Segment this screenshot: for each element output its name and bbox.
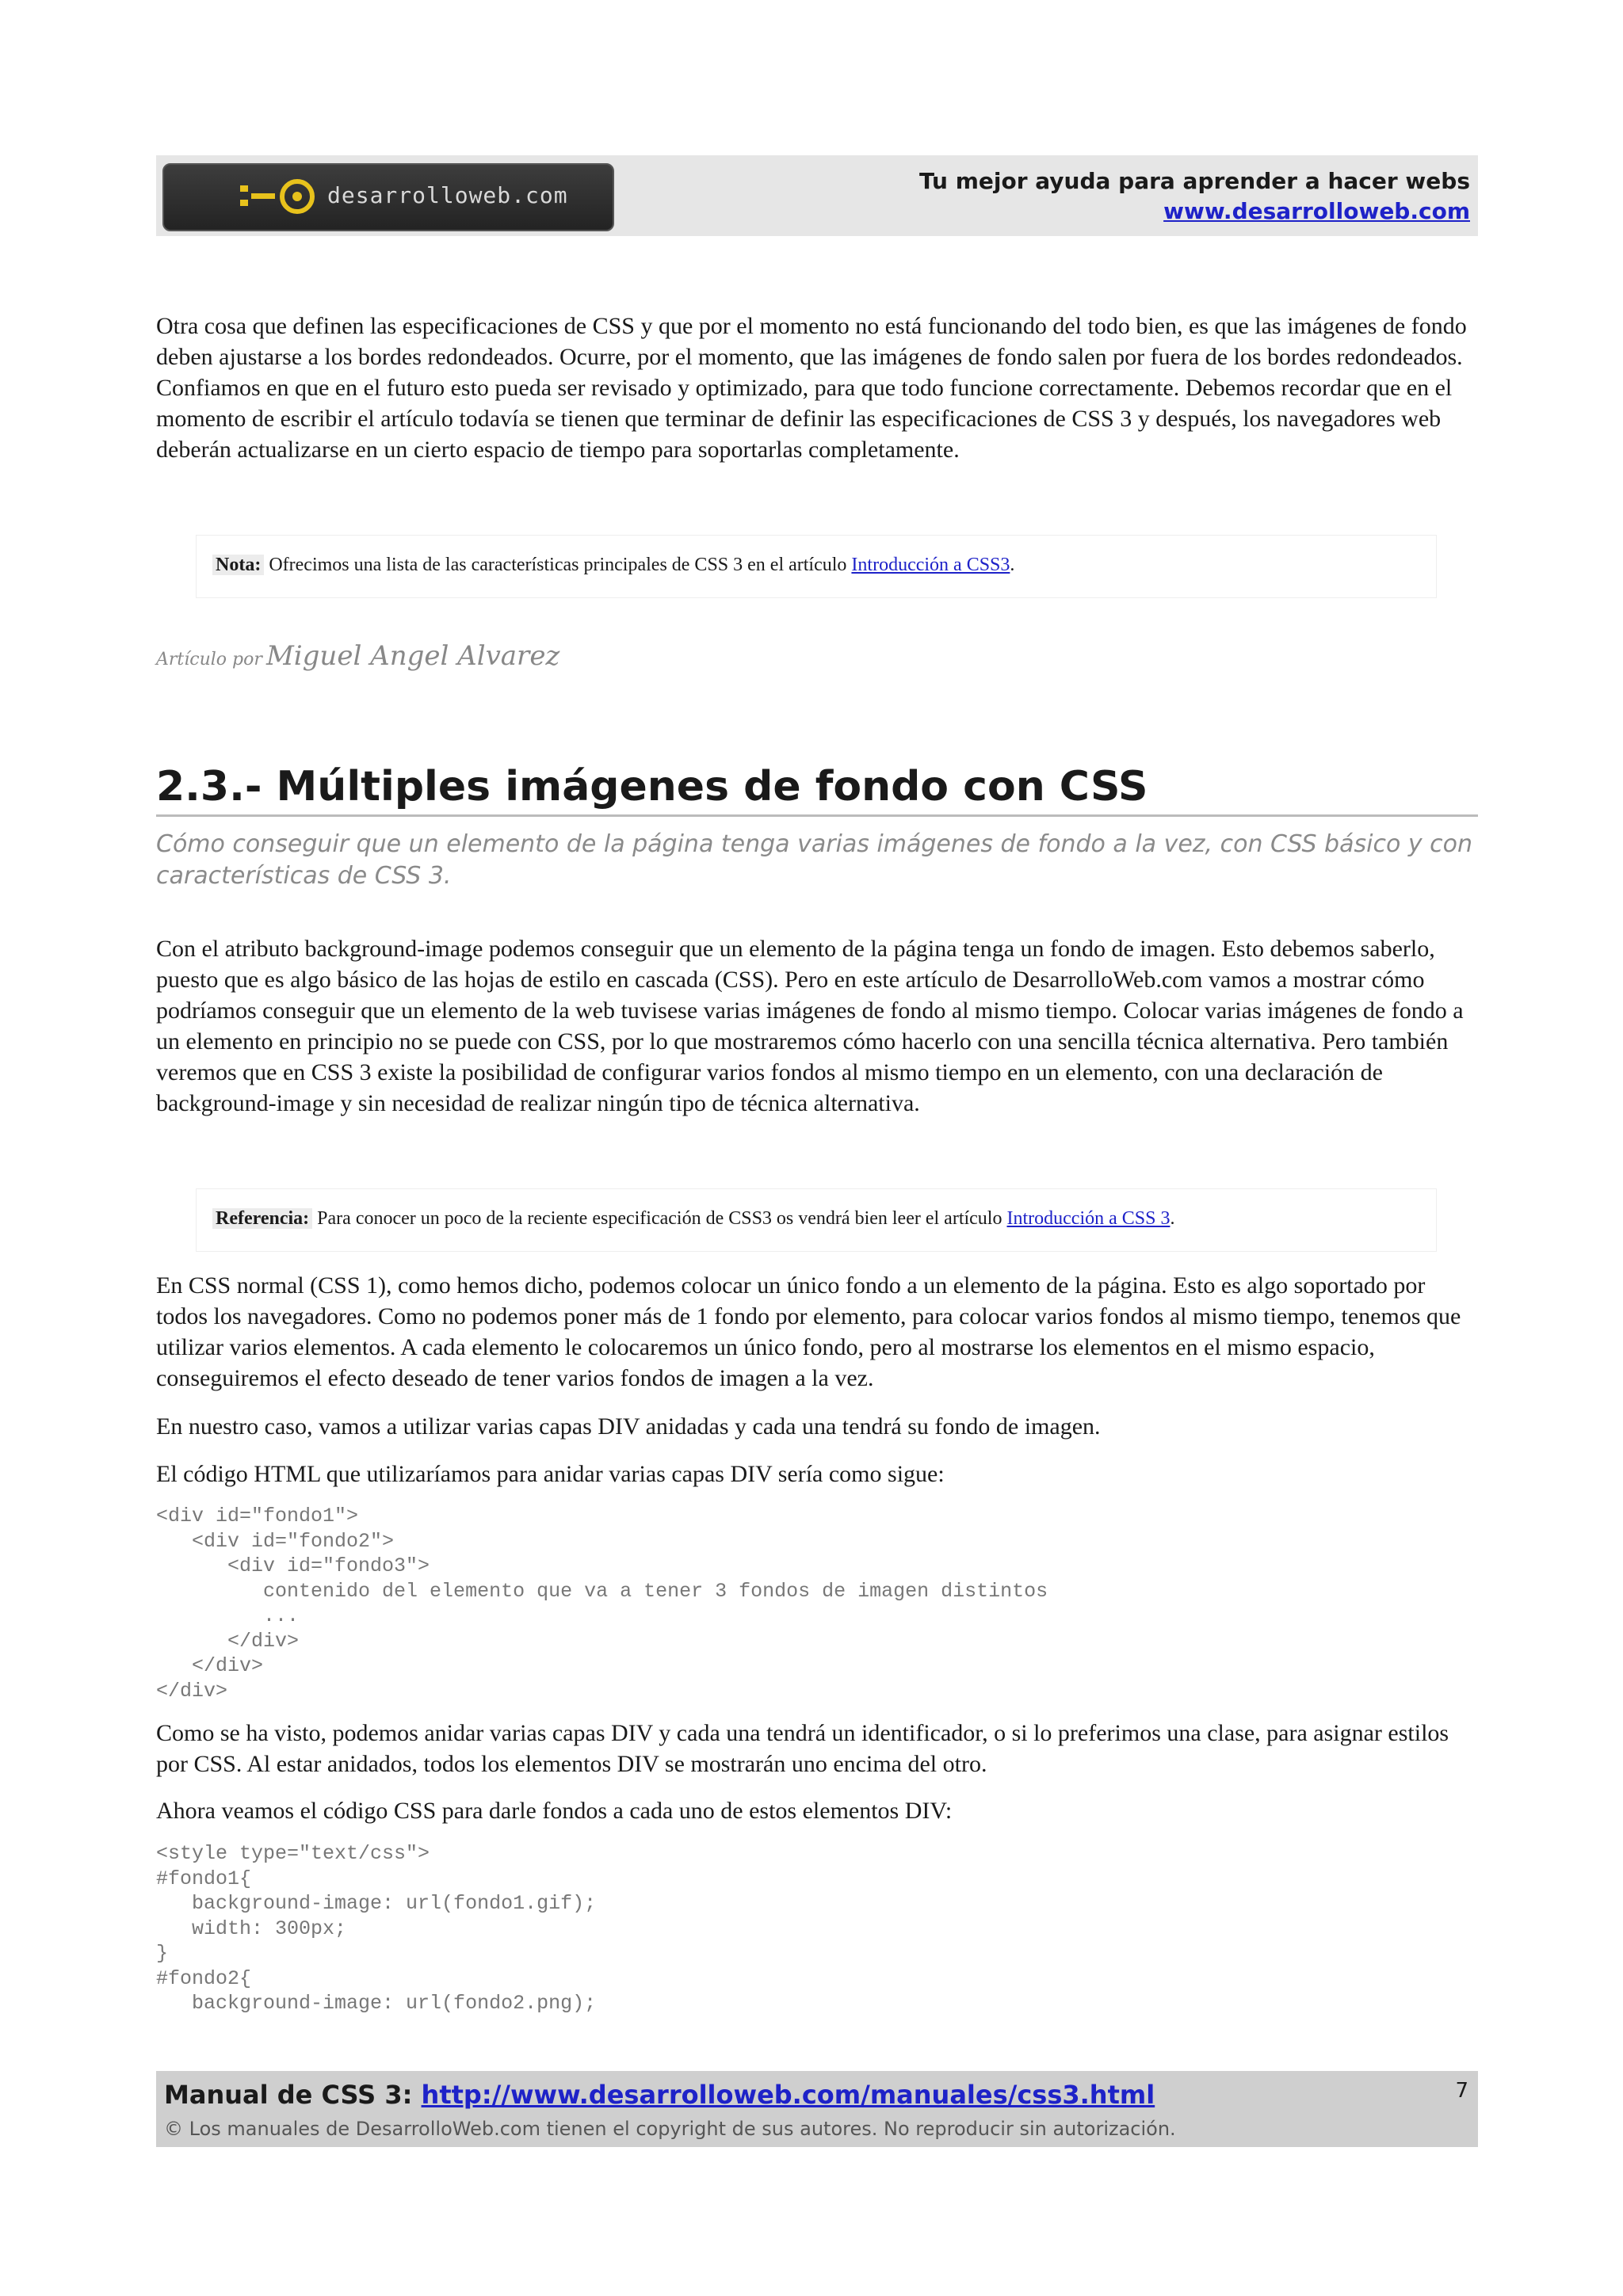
section-title: 2.3.- Múltiples imágenes de fondo con CSS bbox=[156, 759, 1478, 817]
note-end: . bbox=[1010, 555, 1015, 575]
note-box bbox=[196, 535, 1437, 598]
site-link[interactable]: www.desarrolloweb.com bbox=[1163, 198, 1470, 224]
section-subtitle: Cómo conseguir que un elemento de la página tenga varias imágenes de fondo a la vez, con CSS básico y con características de CSS 3. bbox=[156, 830, 1472, 890]
paragraph-css-code-intro: Ahora veamos el código CSS para darle fondos a cada uno de estos elementos DIV: bbox=[156, 1798, 953, 1824]
reference-box bbox=[196, 1188, 1437, 1252]
code-block-css: <style type="text/css"> #fondo1{ background-image: url(fondo1.gif); width: 300px; } #fondo2{ background-image: url(fondo2.png); bbox=[156, 1842, 597, 2015]
byline bbox=[156, 640, 559, 672]
tagline-text: Tu mejor ayuda para aprender a hacer webs bbox=[919, 168, 1470, 194]
logo-cursor-icon bbox=[237, 179, 324, 214]
byline-author: Miguel Angel Alvarez bbox=[265, 640, 560, 672]
paragraph-intro-background: Con el atributo background-image podemos conseguir que un elemento de la página tenga un fondo de imagen. Esto debemos saberlo, puesto que es algo básico de las hojas de estilo en cascada (CSS). Pero en este artículo de DesarrolloWeb.com vamos a mostrar cómo podríamos conseguir que un elemento de la web tuvisese varias imágenes de fondo al mismo tiempo. Colocar varias imágenes de fondo a un elemento en principio no se puede con CSS, por lo que mostraremos cómo hacerlo con una sencilla técnica alternativa. Pero también veremos que en CSS 3 existe la posibilidad de configurar varios fondos al mismo tiempo en un elemento, con una declaración de background-image y sin necesidad de realizar ningún tipo de técnica alternativa. bbox=[156, 936, 1464, 1116]
paragraph-css1: En CSS normal (CSS 1), como hemos dicho, podemos colocar un único fondo a un elemento de la página. Esto es algo soportado por todos los navegadores. Como no podemos poner más de 1 fondo por elemento, para colocar varios fondos al mismo tiempo, tenemos que utilizar varios elementos. A cada elemento le colocaremos un único fondo, pero al mostrarse los elementos en el mismo espacio, conseguiremos el efecto deseado de tener varios fondos de imagen a la vez. bbox=[156, 1272, 1461, 1391]
paragraph-nested-divs: En nuestro caso, vamos a utilizar varias capas DIV anidadas y cada una tendrá su fondo de imagen. bbox=[156, 1413, 1101, 1440]
reference-label: Referencia: bbox=[212, 1208, 312, 1229]
footer-copyright: © Los manuales de DesarrolloWeb.com tienen el copyright de sus autores. No reproducir sin autorización. bbox=[164, 2118, 1176, 2140]
footer-manual-link[interactable]: http://www.desarrolloweb.com/manuales/css3.html bbox=[421, 2080, 1155, 2110]
logo-text: desarrolloweb.com bbox=[327, 182, 568, 208]
reference-content bbox=[212, 1207, 1174, 1230]
paragraph-html-code-intro: El código HTML que utilizaríamos para anidar varias capas DIV sería como sigue: bbox=[156, 1461, 945, 1487]
footer-manual-label: Manual de CSS 3: bbox=[164, 2080, 413, 2110]
reference-link[interactable]: Introducción a CSS 3 bbox=[1006, 1208, 1170, 1229]
page-footer bbox=[156, 2071, 1478, 2147]
header-tagline bbox=[919, 166, 1470, 227]
note-link[interactable]: Introducción a CSS3 bbox=[851, 555, 1010, 575]
note-content bbox=[212, 553, 1014, 577]
byline-prefix: Artículo por bbox=[156, 650, 262, 669]
paragraph-identifiers: Como se ha visto, podemos anidar varias capas DIV y cada una tendrá un identificador, o si lo preferimos una clase, para asignar estilos por CSS. Al estar anidados, todos los elementos DIV se mostrarán uno encima del otro. bbox=[156, 1720, 1449, 1777]
reference-end: . bbox=[1170, 1208, 1175, 1229]
reference-text: Para conocer un poco de la reciente especificación de CSS3 os vendrá bien leer el artículo bbox=[317, 1208, 1002, 1229]
page-number: 7 bbox=[1455, 2079, 1468, 2103]
note-label: Nota: bbox=[212, 555, 264, 575]
code-block-html: <div id="fondo1"> <div id="fondo2"> <div id="fondo3"> contenido del elemento que va a tener 3 fondos de imagen distintos ... </div> </div> </div> bbox=[156, 1505, 1048, 1703]
site-logo[interactable] bbox=[162, 163, 614, 231]
intro-paragraph: Otra cosa que definen las especificaciones de CSS y que por el momento no está funcionando del todo bien, es que las imágenes de fondo deben ajustarse a los bordes redondeados. Ocurre, por el momento, que las imágenes de fondo salen por fuera de los bordes redondeados. Confiamos en que en el futuro esto pueda ser revisado y optimizado, para que todo funcione correctamente. Debemos recordar que en el momento de escribir el artículo todavía se tienen que terminar de definir las especificaciones de CSS 3 y después, los navegadores web deberán actualizarse en un cierto espacio de tiempo para soportarlas completamente. bbox=[156, 313, 1467, 463]
note-text: Ofrecimos una lista de las características principales de CSS 3 en el artículo bbox=[269, 555, 847, 575]
footer-manual bbox=[164, 2079, 1155, 2111]
page-header bbox=[156, 155, 1478, 236]
